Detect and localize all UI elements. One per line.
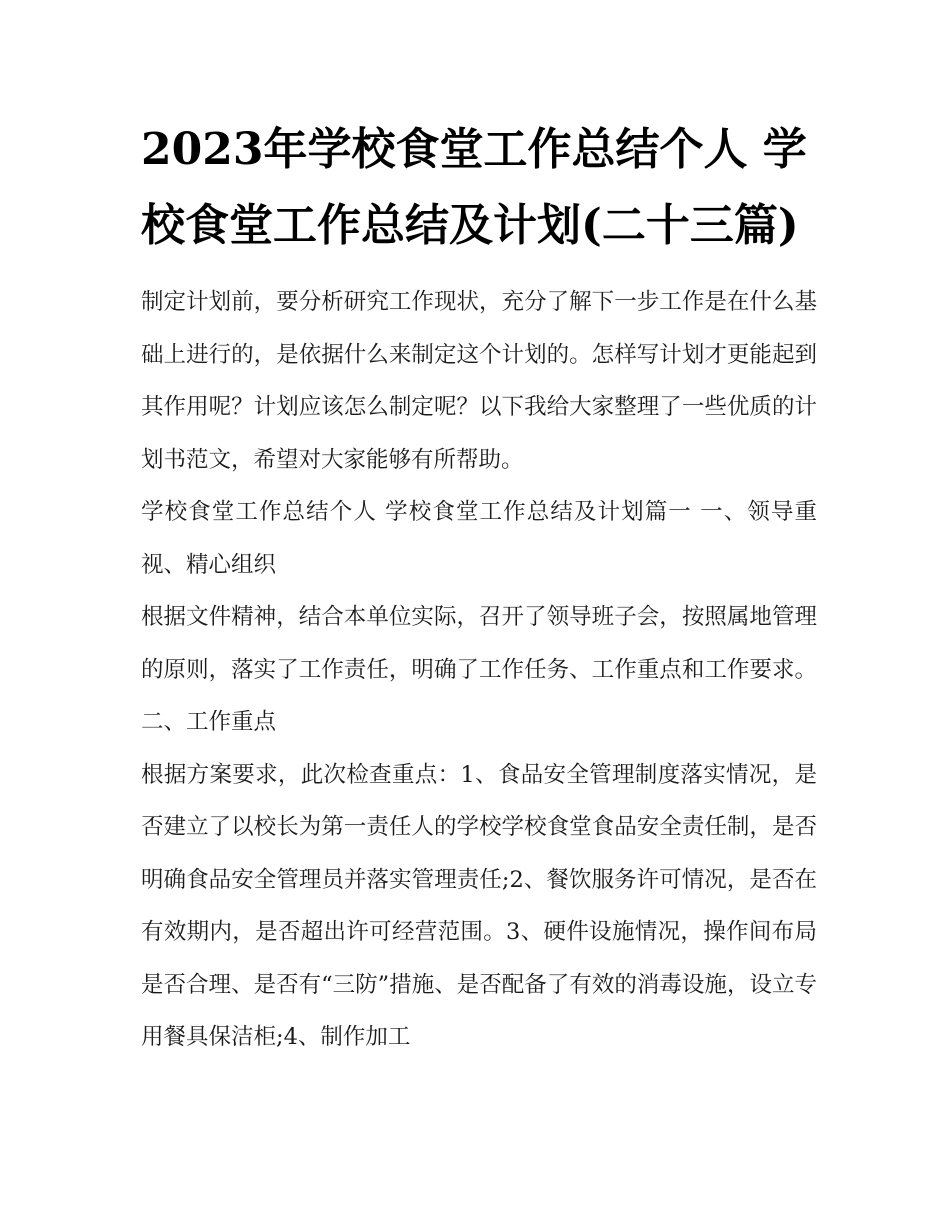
- document-body: [141, 112, 817, 1064]
- intro-paragraph: 制定计划前，要分析研究工作现状，充分了解下一步工作是在什么基础上进行的，是依据什么来制定这个计划的。怎样写计划才更能起到其作用呢？计划应该怎么制定呢？以下我给大家整理了一些优质的计划书范文，希望对大家能够有所帮助。: [141, 289, 817, 473]
- document-title: 2023年学校食堂工作总结个人 学校食堂工作总结及计划(二十三篇): [141, 124, 807, 251]
- section-heading-paragraph: 学校食堂工作总结个人 学校食堂工作总结及计划篇一 一、领导重视、精心组织: [141, 499, 817, 578]
- inspection-focus-paragraph: 根据方案要求，此次检查重点：1、食品安全管理制度落实情况，是否建立了以校长为第一责任人的学校学校食堂食品安全责任制，是否明确食品安全管理员并落实管理责任;2、餐饮服务许可情况，是否在有效期内，是否超出许可经营范围。3、硬件设施情况，操作间布局是否合理、是否有“三防”措施、是否配备了有效的消毒设施，设立专用餐具保洁柜;4、制作加工: [141, 761, 817, 1050]
- work-basis-paragraph: 根据文件精神，结合本单位实际，召开了领导班子会，按照属地管理的原则，落实了工作责任，明确了工作任务、工作重点和工作要求。 二、工作重点: [141, 604, 817, 735]
